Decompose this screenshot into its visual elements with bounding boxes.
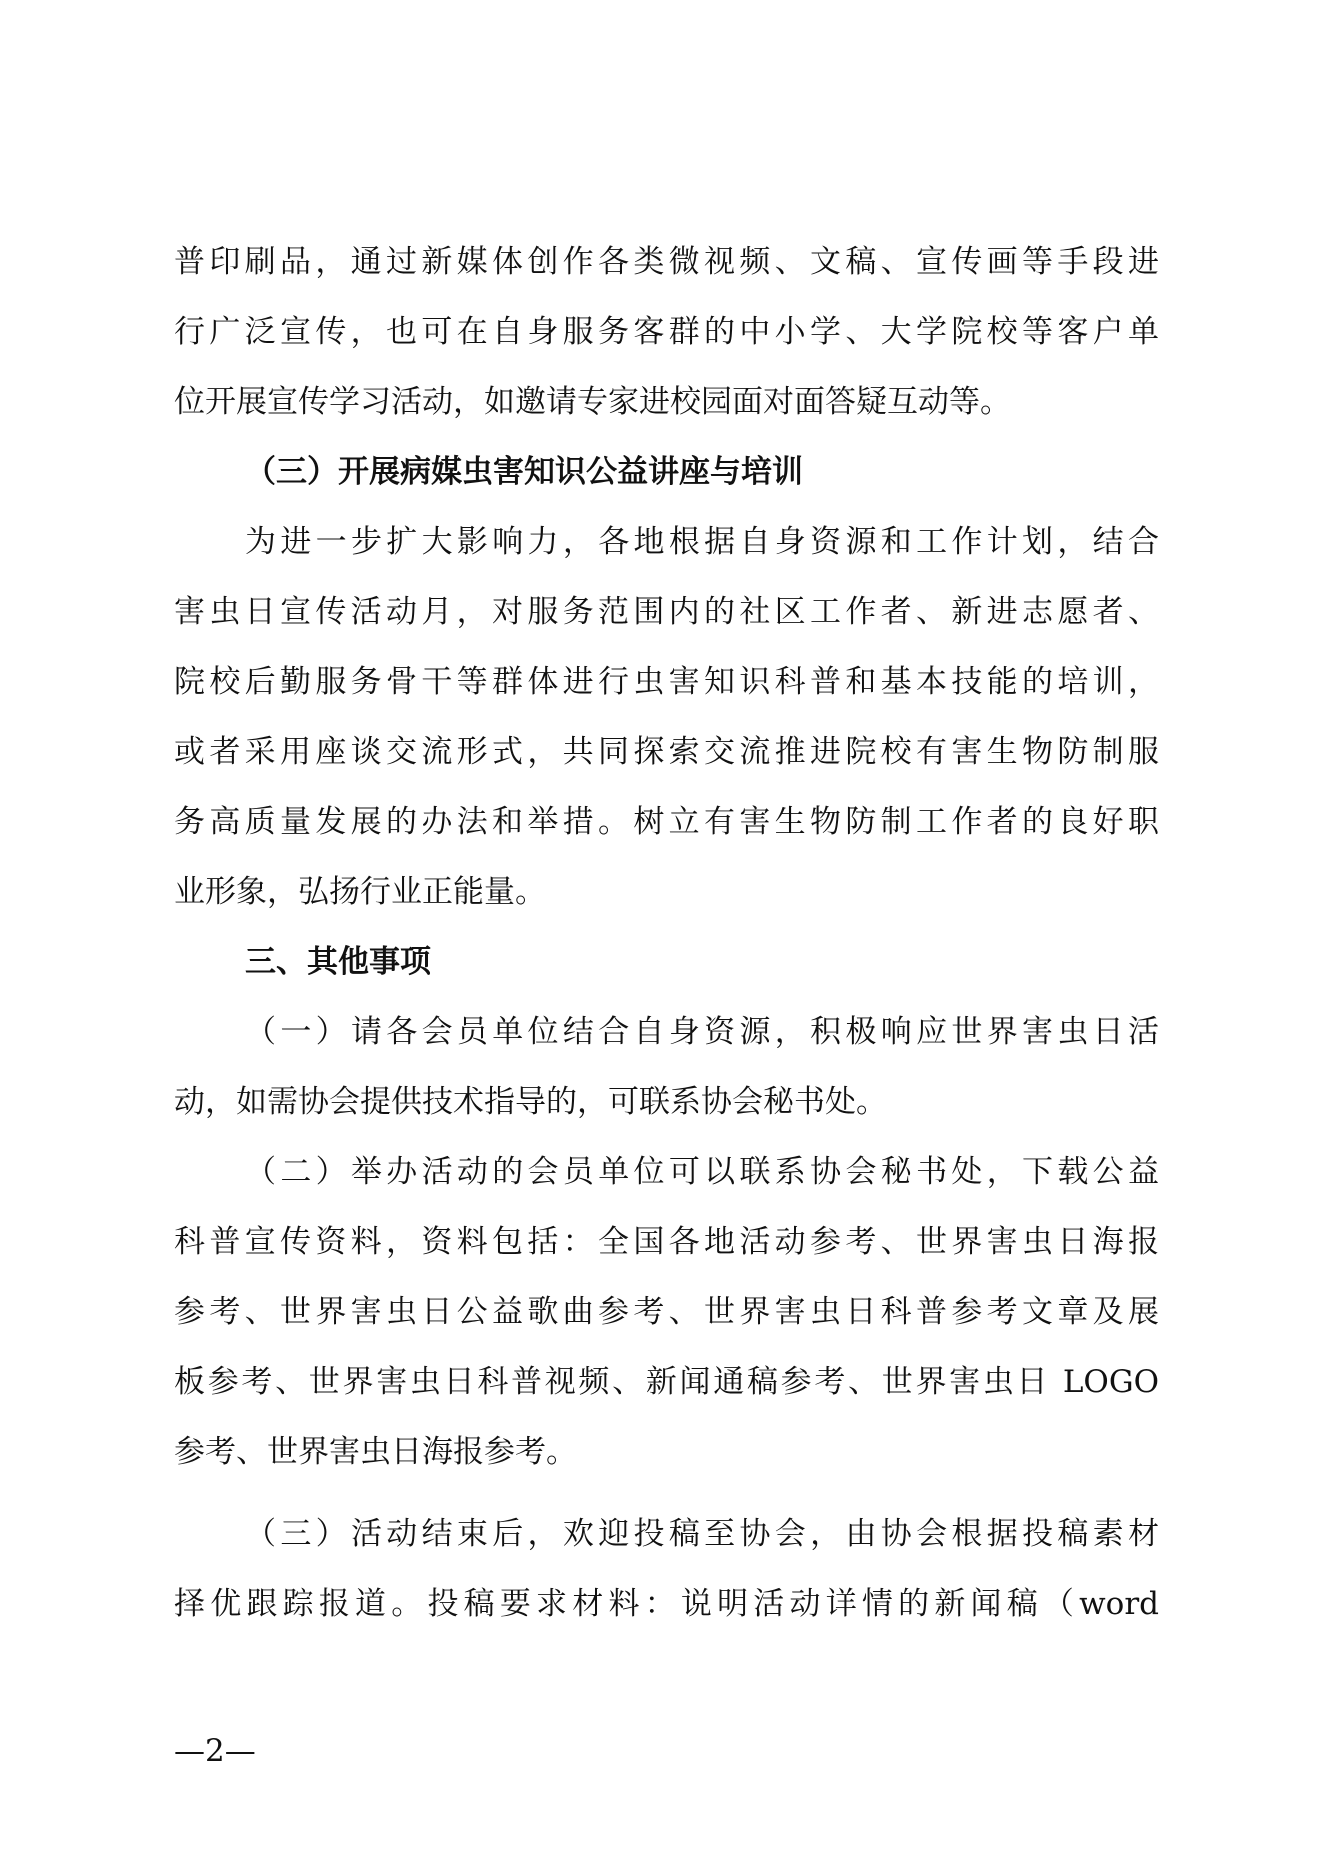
body-line: 普印刷品，通过新媒体创作各类微视频、文稿、宣传画等手段进 <box>174 244 1159 280</box>
page-number: —2— <box>174 1733 256 1769</box>
section-heading: （三）开展病媒虫害知识公益讲座与培训 <box>245 454 803 490</box>
section-heading: 三、其他事项 <box>245 944 431 980</box>
body-line: 择优跟踪报道。投稿要求材料：说明活动详情的新闻稿（word <box>174 1586 1159 1622</box>
body-line: 院校后勤服务骨干等群体进行虫害知识科普和基本技能的培训， <box>174 664 1159 700</box>
body-line: 业形象，弘扬行业正能量。 <box>174 874 546 910</box>
body-line: 或者采用座谈交流形式，共同探索交流推进院校有害生物防制服 <box>174 734 1159 770</box>
body-line: 动，如需协会提供技术指导的，可联系协会秘书处。 <box>174 1084 887 1120</box>
body-line: 务高质量发展的办法和举措。树立有害生物防制工作者的良好职 <box>174 804 1159 840</box>
body-line: （三）活动结束后，欢迎投稿至协会，由协会根据投稿素材 <box>245 1516 1159 1552</box>
body-line: （二）举办活动的会员单位可以联系协会秘书处，下载公益 <box>245 1154 1159 1190</box>
body-line: 科普宣传资料，资料包括：全国各地活动参考、世界害虫日海报 <box>174 1224 1159 1260</box>
body-line: 板参考、世界害虫日科普视频、新闻通稿参考、世界害虫日 LOGO <box>174 1364 1159 1400</box>
body-line: 位开展宣传学习活动，如邀请专家进校园面对面答疑互动等。 <box>174 384 1011 420</box>
body-line: 为进一步扩大影响力，各地根据自身资源和工作计划，结合 <box>245 524 1159 560</box>
body-line: 参考、世界害虫日海报参考。 <box>174 1434 577 1470</box>
body-line: （一）请各会员单位结合自身资源，积极响应世界害虫日活 <box>245 1014 1159 1050</box>
body-line: 害虫日宣传活动月，对服务范围内的社区工作者、新进志愿者、 <box>174 594 1159 630</box>
body-line: 参考、世界害虫日公益歌曲参考、世界害虫日科普参考文章及展 <box>174 1294 1159 1330</box>
body-line: 行广泛宣传，也可在自身服务客群的中小学、大学院校等客户单 <box>174 314 1159 350</box>
